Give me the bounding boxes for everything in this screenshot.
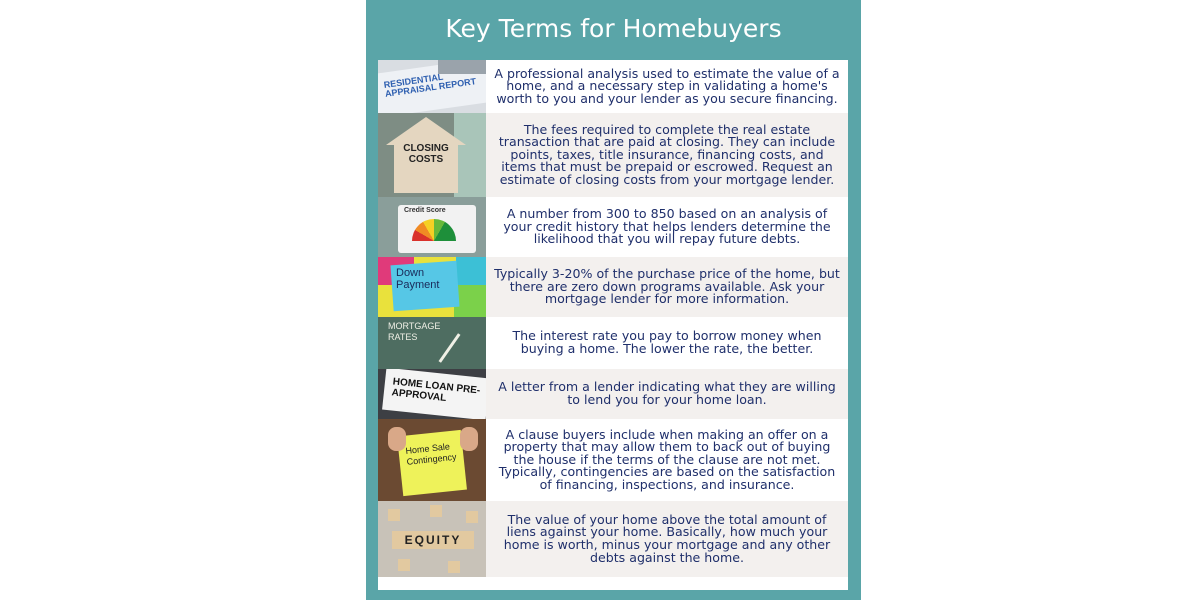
home-loan-pre-approval-image (378, 369, 486, 419)
term-description: A letter from a lender indicating what they are willing to lend you for your home loan. (486, 369, 848, 419)
home-sale-contingency-note-image (378, 419, 486, 501)
down-payment-notes-image (378, 257, 486, 317)
image-caption: RESIDENTIAL APPRAISAL REPORT (383, 71, 477, 99)
credit-score-gauge-image (378, 197, 486, 257)
term-description: A number from 300 to 850 based on an analysis of your credit history that helps lenders determine the likelihood that you will repay future debts. (503, 206, 831, 247)
term-row (378, 501, 848, 577)
infographic-panel (366, 0, 861, 600)
term-row (378, 369, 848, 419)
equity-letter-blocks-image (378, 501, 486, 577)
image-caption: Home Sale Contingency (405, 441, 457, 467)
term-row (378, 257, 848, 317)
image-caption: HOME LOAN PRE-APPROVAL (391, 376, 481, 404)
term-row (378, 197, 848, 257)
term-description: A professional analysis used to estimate the value of a home, and a necessary step in validating a home's worth to you and your lender as you secure financing. (494, 65, 840, 106)
terms-card (378, 60, 848, 590)
mortgage-rates-chalkboard-image (378, 317, 486, 369)
image-caption: CLOSING COSTS (403, 143, 449, 165)
residential-appraisal-report-image (378, 60, 486, 113)
term-description: A clause buyers include when making an offer on a property that may allow them to back out of buying the house if the terms of the clause are not met. Typically, contingencies are based on the satisfaction of financing, inspections, and insurance. (498, 426, 836, 492)
image-caption: EQUITY (392, 531, 474, 549)
term-row (378, 419, 848, 501)
closing-costs-house-image (378, 113, 486, 197)
image-caption: Credit Score (404, 207, 446, 214)
page-title: Key Terms for Homebuyers (445, 14, 782, 43)
term-description: The fees required to complete the real estate transaction that are paid at closing. They can include points, taxes, title insurance, financing costs, and items that must be prepaid or escrowed. Request an estimate of closing costs from your mortgage lender. (486, 113, 848, 197)
term-row (378, 317, 848, 369)
term-row (378, 113, 848, 197)
image-caption: Down Payment (396, 267, 440, 291)
term-row (378, 60, 848, 113)
term-description: Typically 3-20% of the purchase price of the home, but there are zero down programs available. Ask your mortgage lender for more information. (486, 257, 848, 317)
image-caption: MORTGAGE RATES (388, 321, 441, 342)
term-description: The value of your home above the total amount of liens against your home. Basically, how much your home is worth, minus your mortgage and any other debts against the home. (486, 501, 848, 577)
term-description: The interest rate you pay to borrow money when buying a home. The lower the rate, the better. (512, 328, 822, 356)
